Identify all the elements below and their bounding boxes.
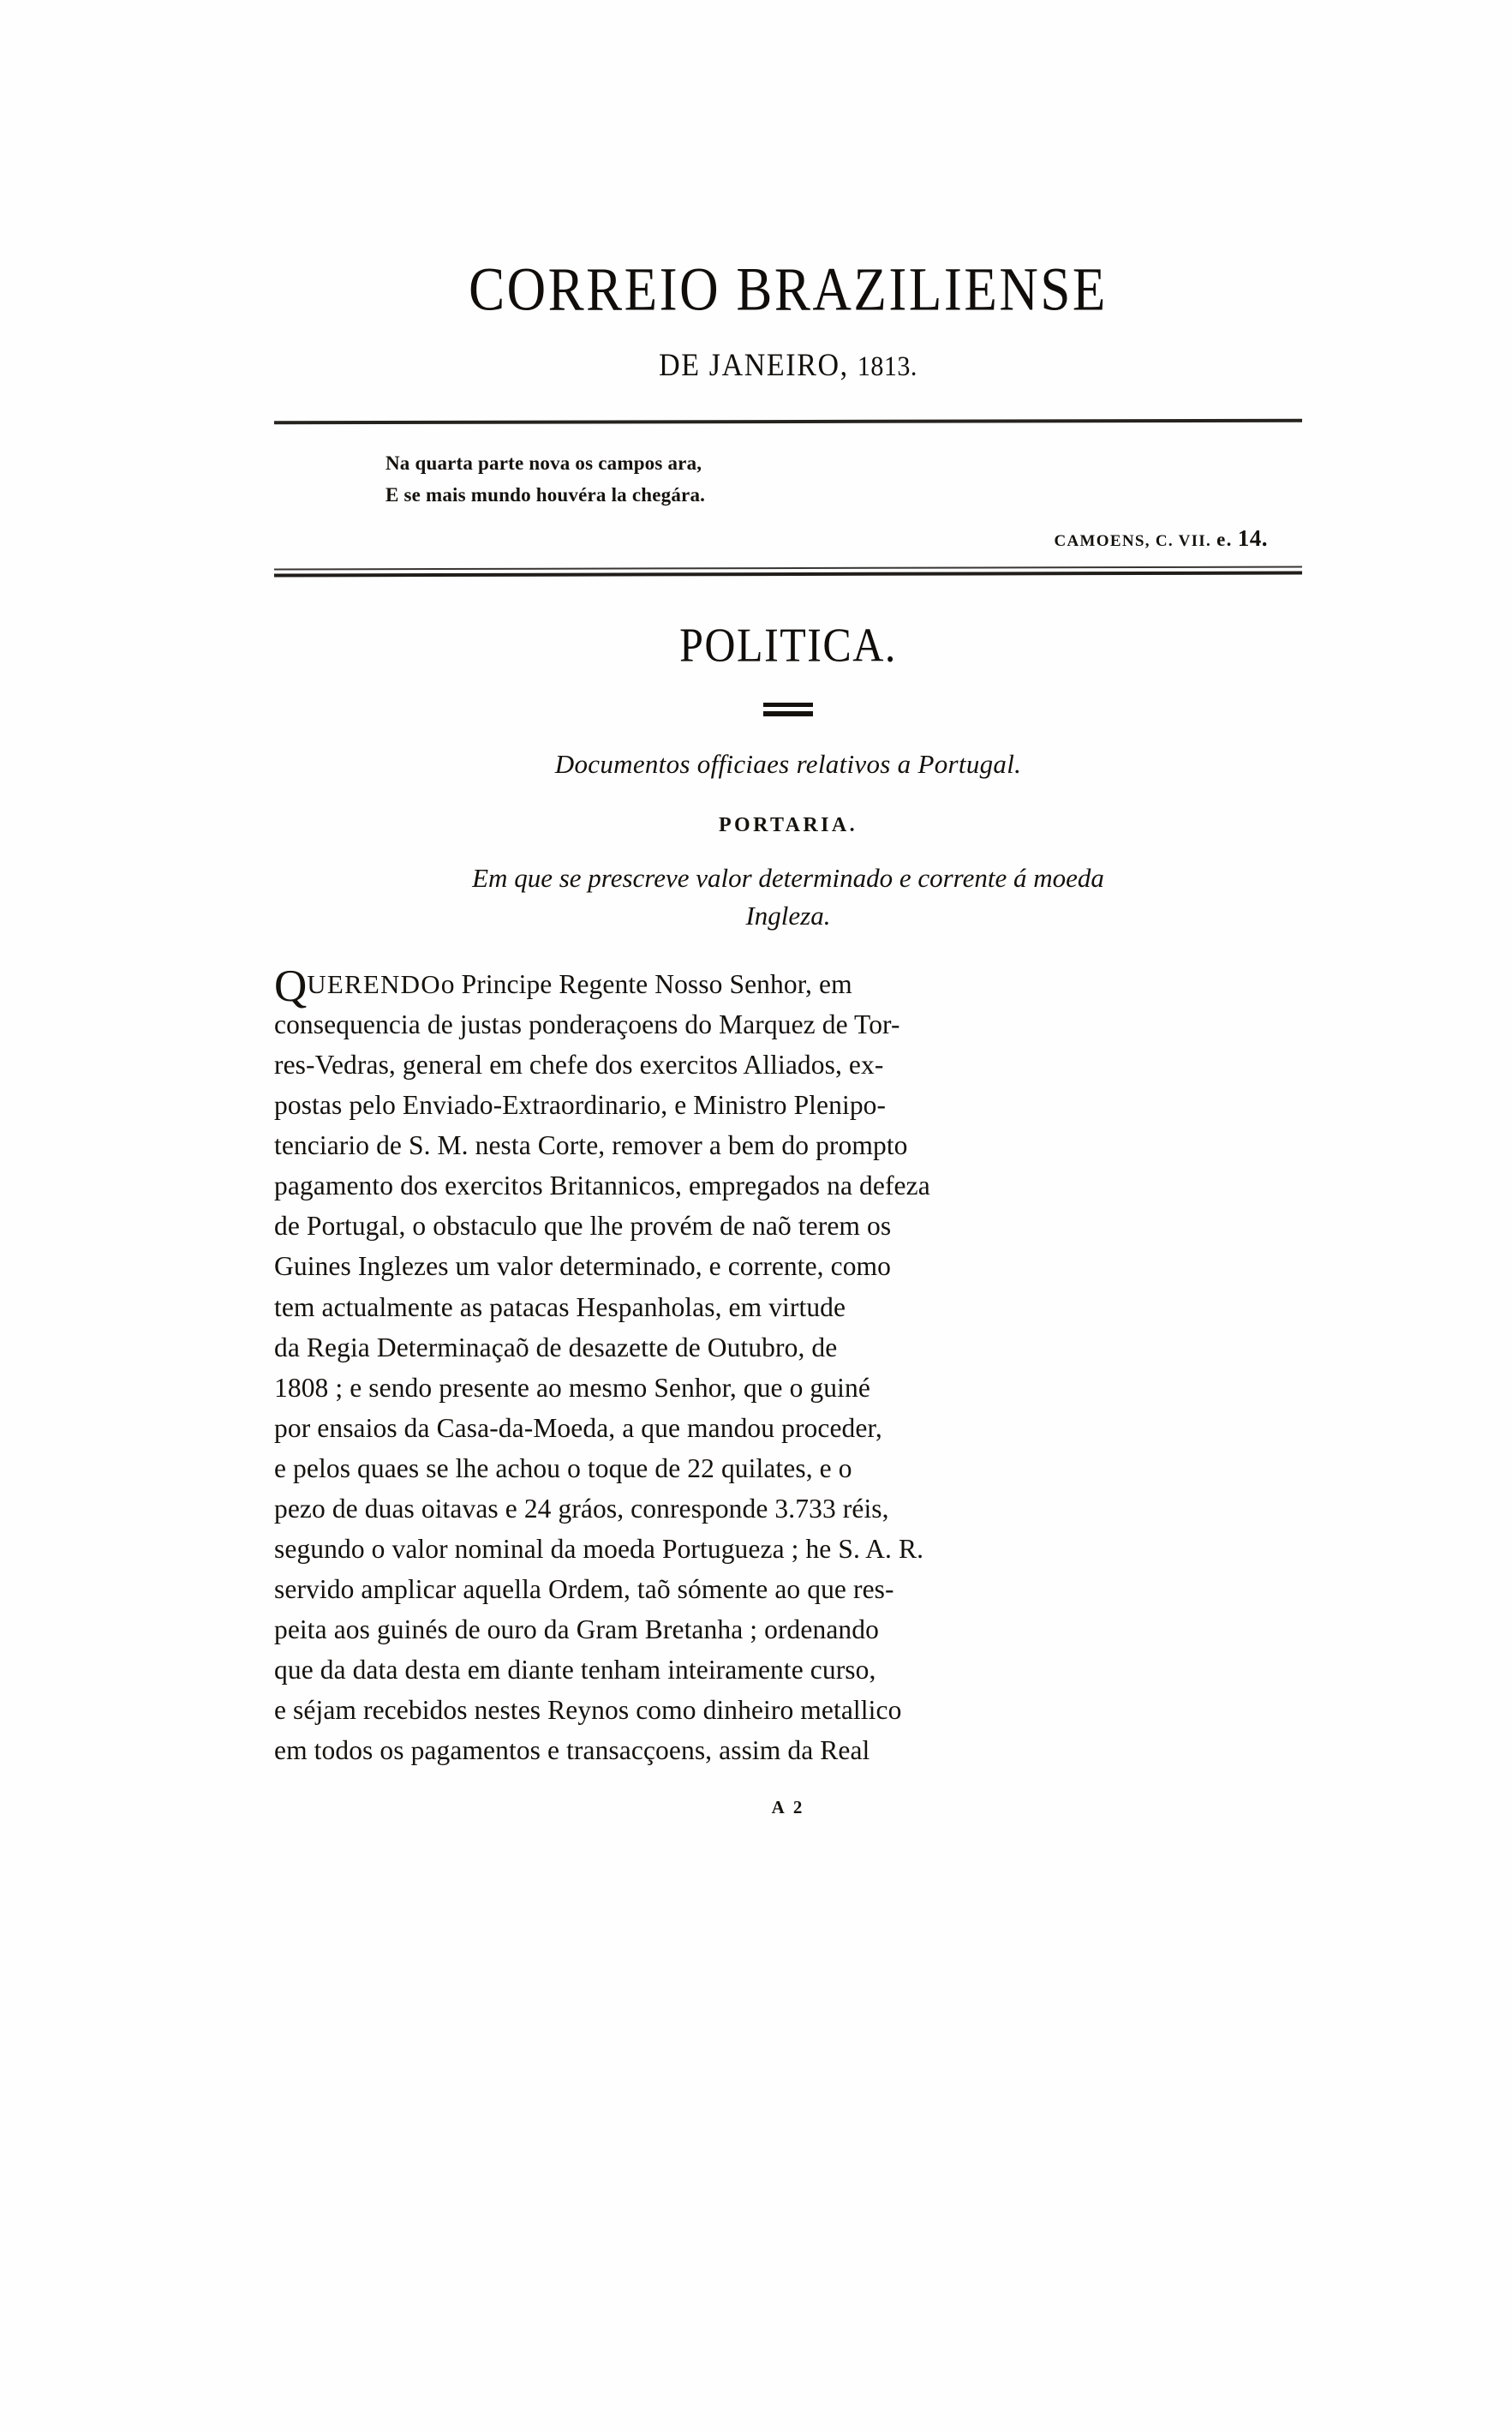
- portaria-heading: PORTARIA.: [719, 813, 858, 836]
- opening-smallcaps-word: UERENDO: [307, 968, 441, 999]
- epigraph-attribution: [274, 525, 1302, 552]
- body-line: Guines Inglezes um valor determinado, e corrente, como: [274, 1251, 892, 1282]
- rule-line-upper: [274, 566, 1302, 570]
- body-line: e pelos quaes se lhe achou o toque de 22 quilates, e o: [274, 1452, 852, 1483]
- issue-month-label: DE JANEIRO,: [659, 348, 849, 383]
- body-line: pagamento dos exercitos Britannicos, empregados na defeza: [274, 1171, 930, 1201]
- body-line: 1808 ; e sendo presente ao mesmo Senhor, que o guiné: [274, 1372, 870, 1403]
- rule-line-lower: [274, 571, 1302, 577]
- drop-cap-initial: Q: [274, 961, 308, 1011]
- portaria-description: [274, 859, 1302, 935]
- body-line: tenciario de S. M. nesta Corte, remover a bem do prompto: [274, 1130, 908, 1161]
- body-line: em todos os pagamentos e transacçoens, assim da Real: [274, 1735, 870, 1766]
- body-line: da Regia Determinaçaõ de desazette de Outubro, de: [274, 1332, 838, 1362]
- horizontal-rule-top: [274, 419, 1302, 425]
- ornament-line-lower: [763, 711, 813, 716]
- ornament-line-upper: [763, 703, 813, 707]
- epigraph-line-2: E se mais mundo houvéra la chegára.: [385, 484, 706, 506]
- printer-signature-mark: A 2: [771, 1796, 805, 1817]
- body-line: e séjam recebidos nestes Reynos como dinheiro metallico: [274, 1695, 902, 1726]
- body-line: pezo de duas oitavas e 24 gráos, conresponde 3.733 réis,: [274, 1493, 889, 1524]
- body-line-opening: [274, 961, 1302, 1011]
- body-line: servido amplicar aquella Ordem, taõ sómente ao que res-: [274, 1574, 894, 1605]
- section-heading-politica: POLITICA.: [679, 617, 897, 672]
- body-line: que da data desta em diante tenham inteiramente curso,: [274, 1655, 876, 1686]
- issue-date-line: [274, 348, 1302, 384]
- horizontal-rule-double: [274, 566, 1302, 577]
- epigraph-author: CAMOENS, C. VII.: [1054, 531, 1212, 550]
- epigraph-line-1: Na quarta parte nova os campos ara,: [385, 452, 702, 475]
- body-line: de Portugal, o obstaculo que lhe provém de naõ terem os: [274, 1211, 892, 1242]
- body-line: segundo o valor nominal da moeda Portugueza ; he S. A. R.: [274, 1534, 924, 1565]
- double-rule-ornament: [763, 703, 813, 716]
- body-line-text: o Principe Regente Nosso Senhor, em: [440, 968, 852, 999]
- document-subtitle: Documentos officiaes relativos a Portugal.: [554, 748, 1022, 779]
- body-line: consequencia de justas ponderaçoens do Marquez de Tor-: [274, 1009, 900, 1040]
- portaria-description-line-2: Ingleza.: [745, 900, 831, 931]
- portaria-description-line-1: Em que se prescreve valor determinado e corrente á moeda: [472, 862, 1104, 893]
- body-line: peita aos guinés de ouro da Gram Bretanha ; ordenando: [274, 1614, 879, 1645]
- epigraph-block: [274, 447, 1302, 512]
- issue-year-label: 1813.: [857, 350, 917, 382]
- body-line: postas pelo Enviado-Extraordinario, e Ministro Plenipo-: [274, 1090, 887, 1121]
- body-paragraph: [274, 961, 1302, 1771]
- body-line: tem actualmente as patacas Hespanholas, em virtude: [274, 1291, 846, 1322]
- epigraph-stanza-number: 14.: [1237, 524, 1268, 551]
- epigraph-stanza-prefix: e.: [1216, 528, 1233, 550]
- page-text-block: [274, 254, 1302, 1818]
- body-line: res-Vedras, general em chefe dos exercitos Alliados, ex-: [274, 1050, 884, 1081]
- publication-title: CORREIO BRAZILIENSE: [469, 254, 1108, 324]
- body-line: por ensaios da Casa-da-Moeda, a que mandou proceder,: [274, 1412, 882, 1443]
